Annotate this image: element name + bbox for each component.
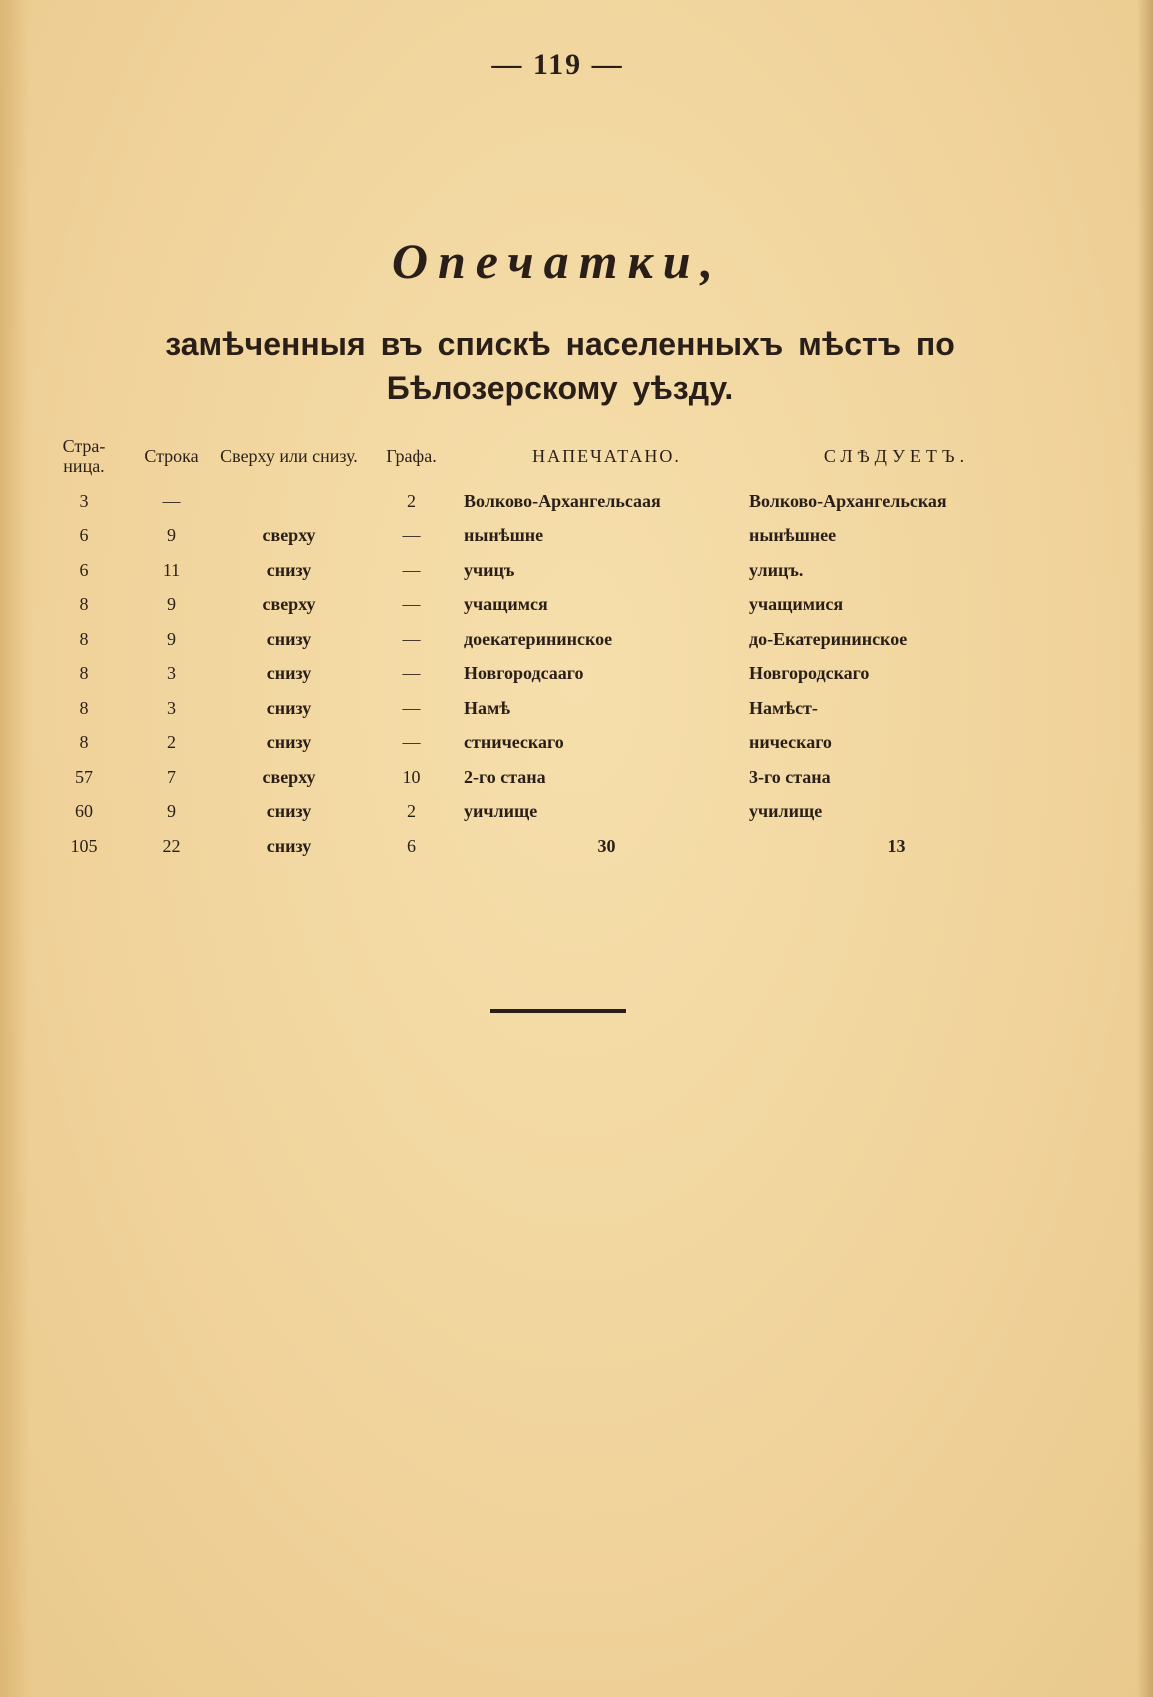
cell-page: 8 <box>79 732 89 753</box>
table-row <box>44 622 1044 657</box>
cell-column: 6 <box>407 835 416 856</box>
cell-line: — <box>162 490 181 511</box>
cell-column: — <box>402 525 421 546</box>
table-row <box>44 588 1044 623</box>
table-row <box>44 726 1044 761</box>
header-position: Сверху или снизу. <box>220 446 358 466</box>
cell-line: 9 <box>167 801 176 822</box>
table-row <box>44 519 1044 554</box>
table-row <box>44 829 1044 864</box>
cell-position: сверху <box>262 525 316 546</box>
errata-table <box>44 428 1044 864</box>
cell-line: 9 <box>167 628 176 649</box>
header-should-be: СЛѢДУЕТЪ. <box>823 446 970 466</box>
cell-page: 3 <box>79 490 89 511</box>
cell-position: снизу <box>266 801 312 822</box>
header-printed: НАПЕЧАТАНО. <box>532 446 681 466</box>
cell-page: 60 <box>75 801 93 822</box>
cell-position: сверху <box>262 766 316 787</box>
page-number: — 119 — <box>491 48 624 81</box>
cell-position <box>219 484 359 519</box>
cell-column: — <box>402 663 421 684</box>
cell-position: сверху <box>262 594 316 615</box>
cell-printed: стническаго <box>464 732 564 753</box>
cell-column: 2 <box>407 801 416 822</box>
table-row <box>44 795 1044 830</box>
cell-column: 10 <box>402 766 421 787</box>
cell-column: 2 <box>407 490 416 511</box>
cell-line: 3 <box>167 663 176 684</box>
cell-column: — <box>402 594 421 615</box>
cell-page: 8 <box>79 697 89 718</box>
closing-rule <box>490 1009 626 1013</box>
cell-page: 8 <box>79 594 89 615</box>
cell-line: 9 <box>167 594 176 615</box>
table-row <box>44 484 1044 519</box>
cell-position: снизу <box>266 628 312 649</box>
table-row <box>44 760 1044 795</box>
header-line: Строка <box>144 446 199 466</box>
cell-printed: Новгородсааго <box>464 663 584 684</box>
table-row <box>44 553 1044 588</box>
cell-printed: уичлище <box>464 801 538 822</box>
cell-should-be: Волково-Архангельская <box>749 490 947 511</box>
table-row <box>44 657 1044 692</box>
cell-page: 105 <box>70 835 98 856</box>
cell-should-be: 3-го стана <box>749 766 831 787</box>
cell-column: — <box>402 559 421 580</box>
cell-should-be: улицъ. <box>749 559 804 580</box>
cell-position: снизу <box>266 732 312 753</box>
errata-table-header <box>44 428 1044 484</box>
header-column: Графа. <box>386 446 437 466</box>
cell-page: 6 <box>79 525 89 546</box>
cell-printed: Намѣ <box>464 697 511 718</box>
cell-printed: нынѣшне <box>464 525 544 546</box>
cell-column: — <box>402 697 421 718</box>
cell-line: 7 <box>167 766 176 787</box>
cell-page: 6 <box>79 559 89 580</box>
cell-printed: 30 <box>597 835 616 856</box>
cell-position: снизу <box>266 697 312 718</box>
errata-table-body <box>44 484 1044 864</box>
cell-page: 57 <box>75 766 93 787</box>
cell-should-be: до-Екатерининское <box>749 628 908 649</box>
cell-should-be: Намѣст- <box>749 697 818 718</box>
cell-printed: учащимся <box>464 594 548 615</box>
cell-page: 8 <box>79 663 89 684</box>
cell-line: 11 <box>162 559 181 580</box>
cell-printed: учицъ <box>464 559 515 580</box>
cell-should-be: Новгородскаго <box>749 663 870 684</box>
table-row <box>44 691 1044 726</box>
page-title: Опечатки, <box>391 233 724 289</box>
cell-position: снизу <box>266 559 312 580</box>
cell-line: 22 <box>162 835 181 856</box>
header-row <box>44 428 1044 484</box>
cell-should-be: ническаго <box>749 732 832 753</box>
cell-should-be: училище <box>749 801 823 822</box>
cell-printed: 2-го стана <box>464 766 546 787</box>
header-page: Стра- ница. <box>62 436 106 476</box>
cell-page: 8 <box>79 628 89 649</box>
cell-printed: Волково-Архангельсаая <box>464 490 661 511</box>
cell-should-be: нынѣшнее <box>749 525 837 546</box>
cell-should-be: учащимися <box>749 594 844 615</box>
cell-line: 2 <box>167 732 176 753</box>
cell-column: — <box>402 732 421 753</box>
cell-position: снизу <box>266 663 312 684</box>
cell-column: — <box>402 628 421 649</box>
page-right-edge-shadow <box>1137 0 1153 1697</box>
cell-line: 3 <box>167 697 176 718</box>
cell-printed: доекатерининское <box>464 628 613 649</box>
cell-line: 9 <box>167 525 176 546</box>
page-subtitle: замѣченныя въ спискѣ населенныхъ мѣстъ по Бѣлозерскому уѣзду. <box>165 326 955 406</box>
cell-position: снизу <box>266 835 312 856</box>
cell-should-be: 13 <box>887 835 906 856</box>
